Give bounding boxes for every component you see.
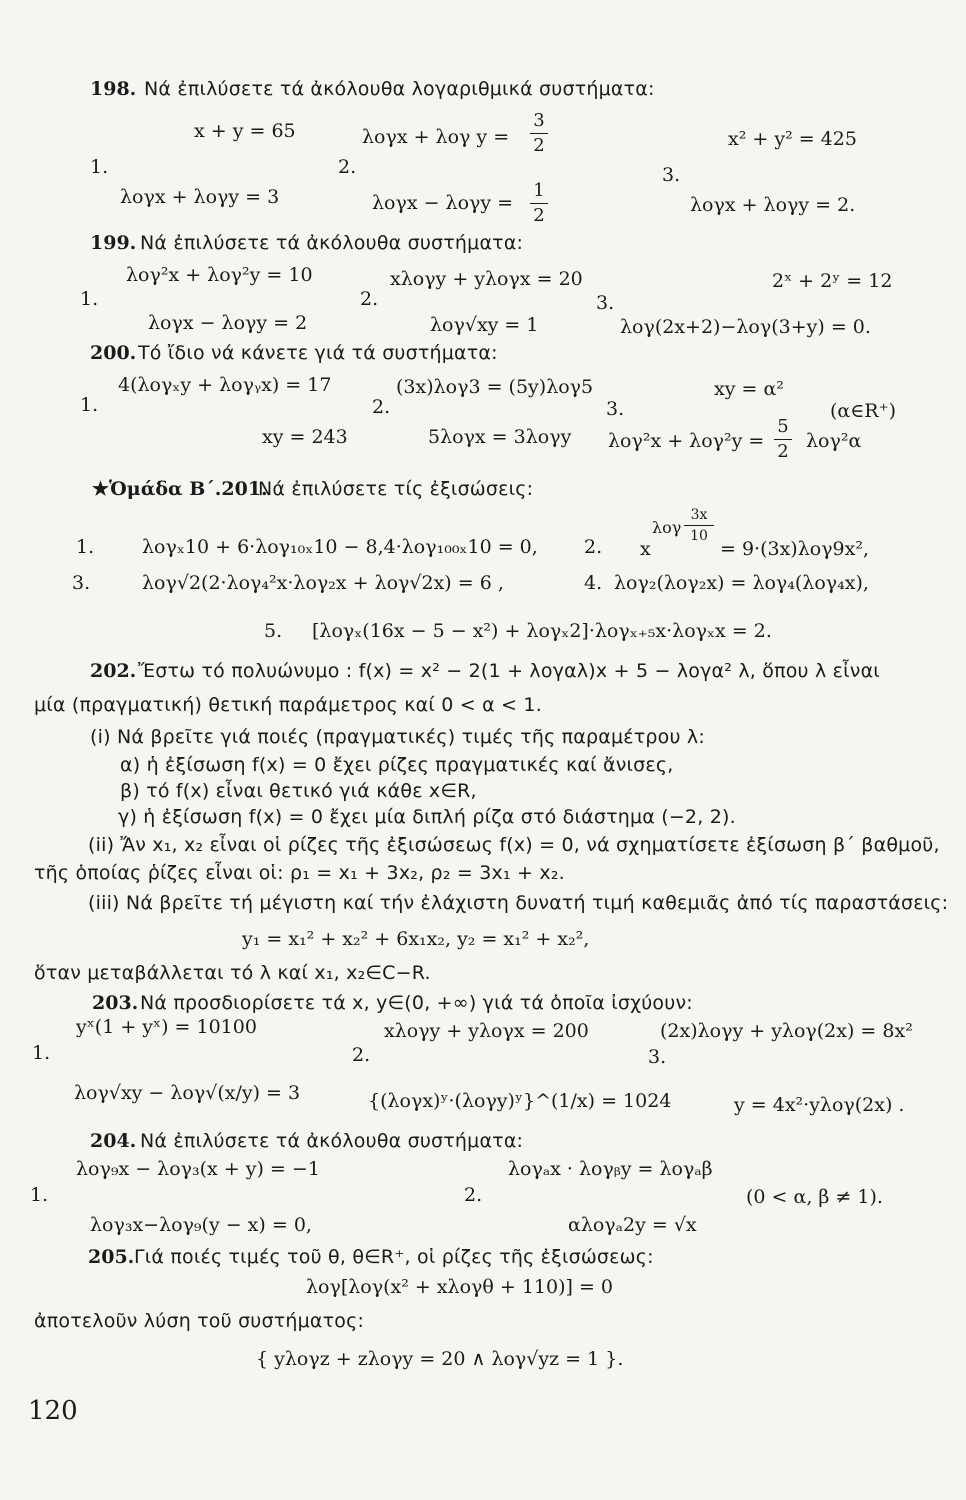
p199-sys1-eq1: λογ²x + λογ²y = 10	[126, 264, 313, 286]
p201-eq3-label: 3.	[72, 572, 91, 594]
p198-fraction-1-2: 1 2	[530, 182, 548, 225]
p203-sys1-label: 1.	[32, 1042, 51, 1064]
p201-eq2-rest: = 9·(3x)λογ9x²,	[720, 538, 870, 560]
p199-sys2-label: 2.	[360, 288, 379, 310]
p205-system: { yλογz + zλογy = 20 ∧ λογ√yz = 1 }.	[256, 1348, 624, 1370]
problem-198-number: 198.	[90, 78, 137, 100]
p201-eq1-label: 1.	[76, 536, 95, 558]
p201-eq1: λογₓ10 + 6·λογ₁₀ₓ10 − 8,4·λογ₁₀₀ₓ10 = 0,	[142, 536, 538, 558]
p202-line11: ὅταν μεταβάλλεται τό λ καί x₁, x₂∈C−R.	[34, 962, 431, 984]
p200-sys3-condition: (α∈R⁺)	[830, 400, 897, 422]
p198-sys1-eq1: x + y = 65	[194, 120, 296, 142]
p200-sys1-label: 1.	[80, 394, 99, 416]
p201-eq2-label: 2.	[584, 536, 603, 558]
problem-200-number: 200.	[90, 342, 137, 364]
problem-203-number: 203.	[92, 992, 139, 1014]
p202-line5: β) τό f(x) εἶναι θετικό γιά κάθε x∈R,	[120, 780, 477, 802]
p205-equation: λογ[λογ(x² + xλογθ + 110)] = 0	[306, 1276, 613, 1298]
p200-sys3-eq1: xy = α²	[714, 378, 784, 400]
p199-sys1-eq2: λογx − λογy = 2	[148, 312, 308, 334]
problem-204-title: Νά ἐπιλύσετε τά ἀκόλουθα συστήματα:	[140, 1130, 524, 1152]
problem-205-title: Γιά ποιές τιμές τοῦ θ, θ∈R⁺, οἱ ρίζες τῆς ἐξισώσεως:	[134, 1246, 654, 1268]
p202-line1: Ἔστω τό πολυώνυμο : f(x) = x² − 2(1 + λογαλ)x + 5 − λογα² λ, ὅπου λ εἶναι	[138, 660, 880, 682]
p200-sys2-eq1: (3x)λογ3 = (5y)λογ5	[396, 376, 594, 398]
p204-sys2-condition: (0 < α, β ≠ 1).	[746, 1186, 883, 1208]
p201-eq4-label: 4.	[584, 572, 603, 594]
p200-sys2-label: 2.	[372, 396, 391, 418]
p203-sys2-eq1: xλογy + yλογx = 200	[384, 1020, 589, 1042]
p204-sys1-eq2: λογ₃x−λογ₉(y − x) = 0,	[90, 1214, 312, 1236]
p200-fraction-5-2: 5 2	[774, 418, 792, 461]
p198-sys2-eq2: λογx − λογy =	[372, 192, 514, 214]
p202-line3: (i) Νά βρεῖτε γιά ποιές (πραγματικές) τιμές τῆς παραμέτρου λ:	[90, 726, 705, 748]
problem-198-title: Νά ἐπιλύσετε τά ἀκόλουθα λογαριθμικά συστήματα:	[144, 78, 655, 100]
problem-202-number: 202.	[90, 660, 137, 682]
p202-line6: γ) ἡ ἐξίσωση f(x) = 0 ἔχει μία διπλή ρίζα στό διάστημα (−2, 2).	[118, 806, 736, 828]
p202-line4: α) ἡ ἐξίσωση f(x) = 0 ἔχει ρίζες πραγματικές καί ἄνισες,	[120, 754, 674, 776]
p201-eq5-label: 5.	[264, 620, 283, 642]
p201-eq2-exponent-prefix: λογ	[652, 518, 682, 537]
p200-sys3-label: 3.	[606, 398, 625, 420]
p204-sys1-label: 1.	[30, 1184, 49, 1206]
p202-line9: (iii) Νά βρεῖτε τή μέγιστη καί τήν ἐλάχιστη δυνατή τιμή καθεμιᾶς ἀπό τίς παραστάσεις:	[88, 892, 949, 914]
p202-line2: μία (πραγματική) θετική παράμετρος καί 0 < α < 1.	[34, 694, 542, 716]
p198-sys1-label: 1.	[90, 156, 109, 178]
p201-eq2-base: x	[640, 538, 651, 560]
problem-205-number: 205.	[88, 1246, 135, 1268]
page-number: 120	[28, 1396, 78, 1426]
p200-sys2-eq2: 5λογx = 3λογy	[428, 426, 572, 448]
problem-199-title: Νά ἐπιλύσετε τά ἀκόλουθα συστήματα:	[140, 232, 524, 254]
p198-sys3-eq2: λογx + λογy = 2.	[690, 194, 856, 216]
p201-eq4: λογ₂(λογ₂x) = λογ₄(λογ₄x),	[614, 572, 869, 594]
p204-sys2-eq2: αλογₐ2y = √x	[568, 1214, 697, 1236]
p198-sys2-eq1: λογx + λογ y =	[362, 126, 510, 148]
problem-201-title: Νά ἐπιλύσετε τίς ἐξισώσεις:	[258, 478, 534, 500]
problem-203-title: Νά προσδιορίσετε τά x, y∈(0, +∞) γιά τά ὁποῖα ἰσχύουν:	[140, 992, 693, 1014]
p199-sys2-eq2: λογ√xy = 1	[430, 314, 539, 336]
p200-sys1-eq1: 4(λογₓy + λογᵧx) = 17	[118, 374, 332, 396]
p199-sys2-eq1: xλογy + yλογx = 20	[390, 268, 583, 290]
problem-204-number: 204.	[90, 1130, 137, 1152]
p198-sys2-label: 2.	[338, 156, 357, 178]
p202-line10-expressions: y₁ = x₁² + x₂² + 6x₁x₂, y₂ = x₁² + x₂²,	[242, 928, 590, 950]
p204-sys2-eq1: λογₐx · λογᵦy = λογₐβ	[508, 1158, 713, 1180]
p199-sys1-label: 1.	[80, 288, 99, 310]
problem-201-heading: ★Ὁμάδα Β΄.201.	[92, 478, 268, 500]
p205-line2: ἀποτελοῦν λύση τοῦ συστήματος:	[34, 1310, 365, 1332]
p199-sys3-label: 3.	[596, 292, 615, 314]
p203-sys1-eq1: yˣ(1 + yˣ) = 10100	[76, 1016, 257, 1038]
p203-sys2-label: 2.	[352, 1044, 371, 1066]
p200-sys1-eq2: xy = 243	[262, 426, 348, 448]
p204-sys2-label: 2.	[464, 1184, 483, 1206]
p203-sys3-eq2: y = 4x²·yλογ(2x) .	[734, 1094, 905, 1116]
problem-200-title: Τό ἴδιο νά κάνετε γιά τά συστήματα:	[138, 342, 498, 364]
p198-fraction-3-2: 3 2	[530, 112, 548, 155]
p198-sys1-eq2: λογx + λογy = 3	[120, 186, 280, 208]
p202-line7: (ii) Ἄν x₁, x₂ εἶναι οἱ ρίζες τῆς ἐξισώσεως f(x) = 0, νά σχηματίσετε ἐξίσωση β΄ βαθμοῦ,	[88, 834, 940, 856]
p200-sys3-eq2: λογ²x + λογ²y =	[608, 430, 765, 452]
p203-sys3-eq1: (2x)λογy + yλογ(2x) = 8x²	[660, 1020, 913, 1042]
p201-eq2-exponent-fraction: 3x 10	[684, 508, 714, 543]
p199-sys3-eq1: 2ˣ + 2ʸ = 12	[772, 270, 893, 292]
p201-eq3: λογ√2(2·λογ₄²x·λογ₂x + λογ√2x) = 6 ,	[142, 572, 504, 594]
p198-sys3-eq1: x² + y² = 425	[728, 128, 857, 150]
p204-sys1-eq1: λογ₉x − λογ₃(x + y) = −1	[76, 1158, 320, 1180]
p199-sys3-eq2: λογ(2x+2)−λογ(3+y) = 0.	[620, 316, 871, 338]
p200-sys3-eq2-tail: λογ²α	[806, 430, 862, 452]
problem-199-number: 199.	[90, 232, 137, 254]
p203-sys3-label: 3.	[648, 1046, 667, 1068]
p203-sys2-eq2: {(λογx)ʸ·(λογy)ʸ}^(1/x) = 1024	[368, 1090, 672, 1112]
p198-sys3-label: 3.	[662, 164, 681, 186]
p203-sys1-eq2: λογ√xy − λογ√(x/y) = 3	[74, 1082, 301, 1104]
p201-eq5: [λογₓ(16x − 5 − x²) + λογₓ2]·λογₓ₊₅x·λογₓx = 2.	[312, 620, 772, 642]
p202-line8: τῆς ὁποίας ῥίζες εἶναι οἱ: ρ₁ = x₁ + 3x₂, ρ₂ = 3x₁ + x₂.	[34, 862, 565, 884]
